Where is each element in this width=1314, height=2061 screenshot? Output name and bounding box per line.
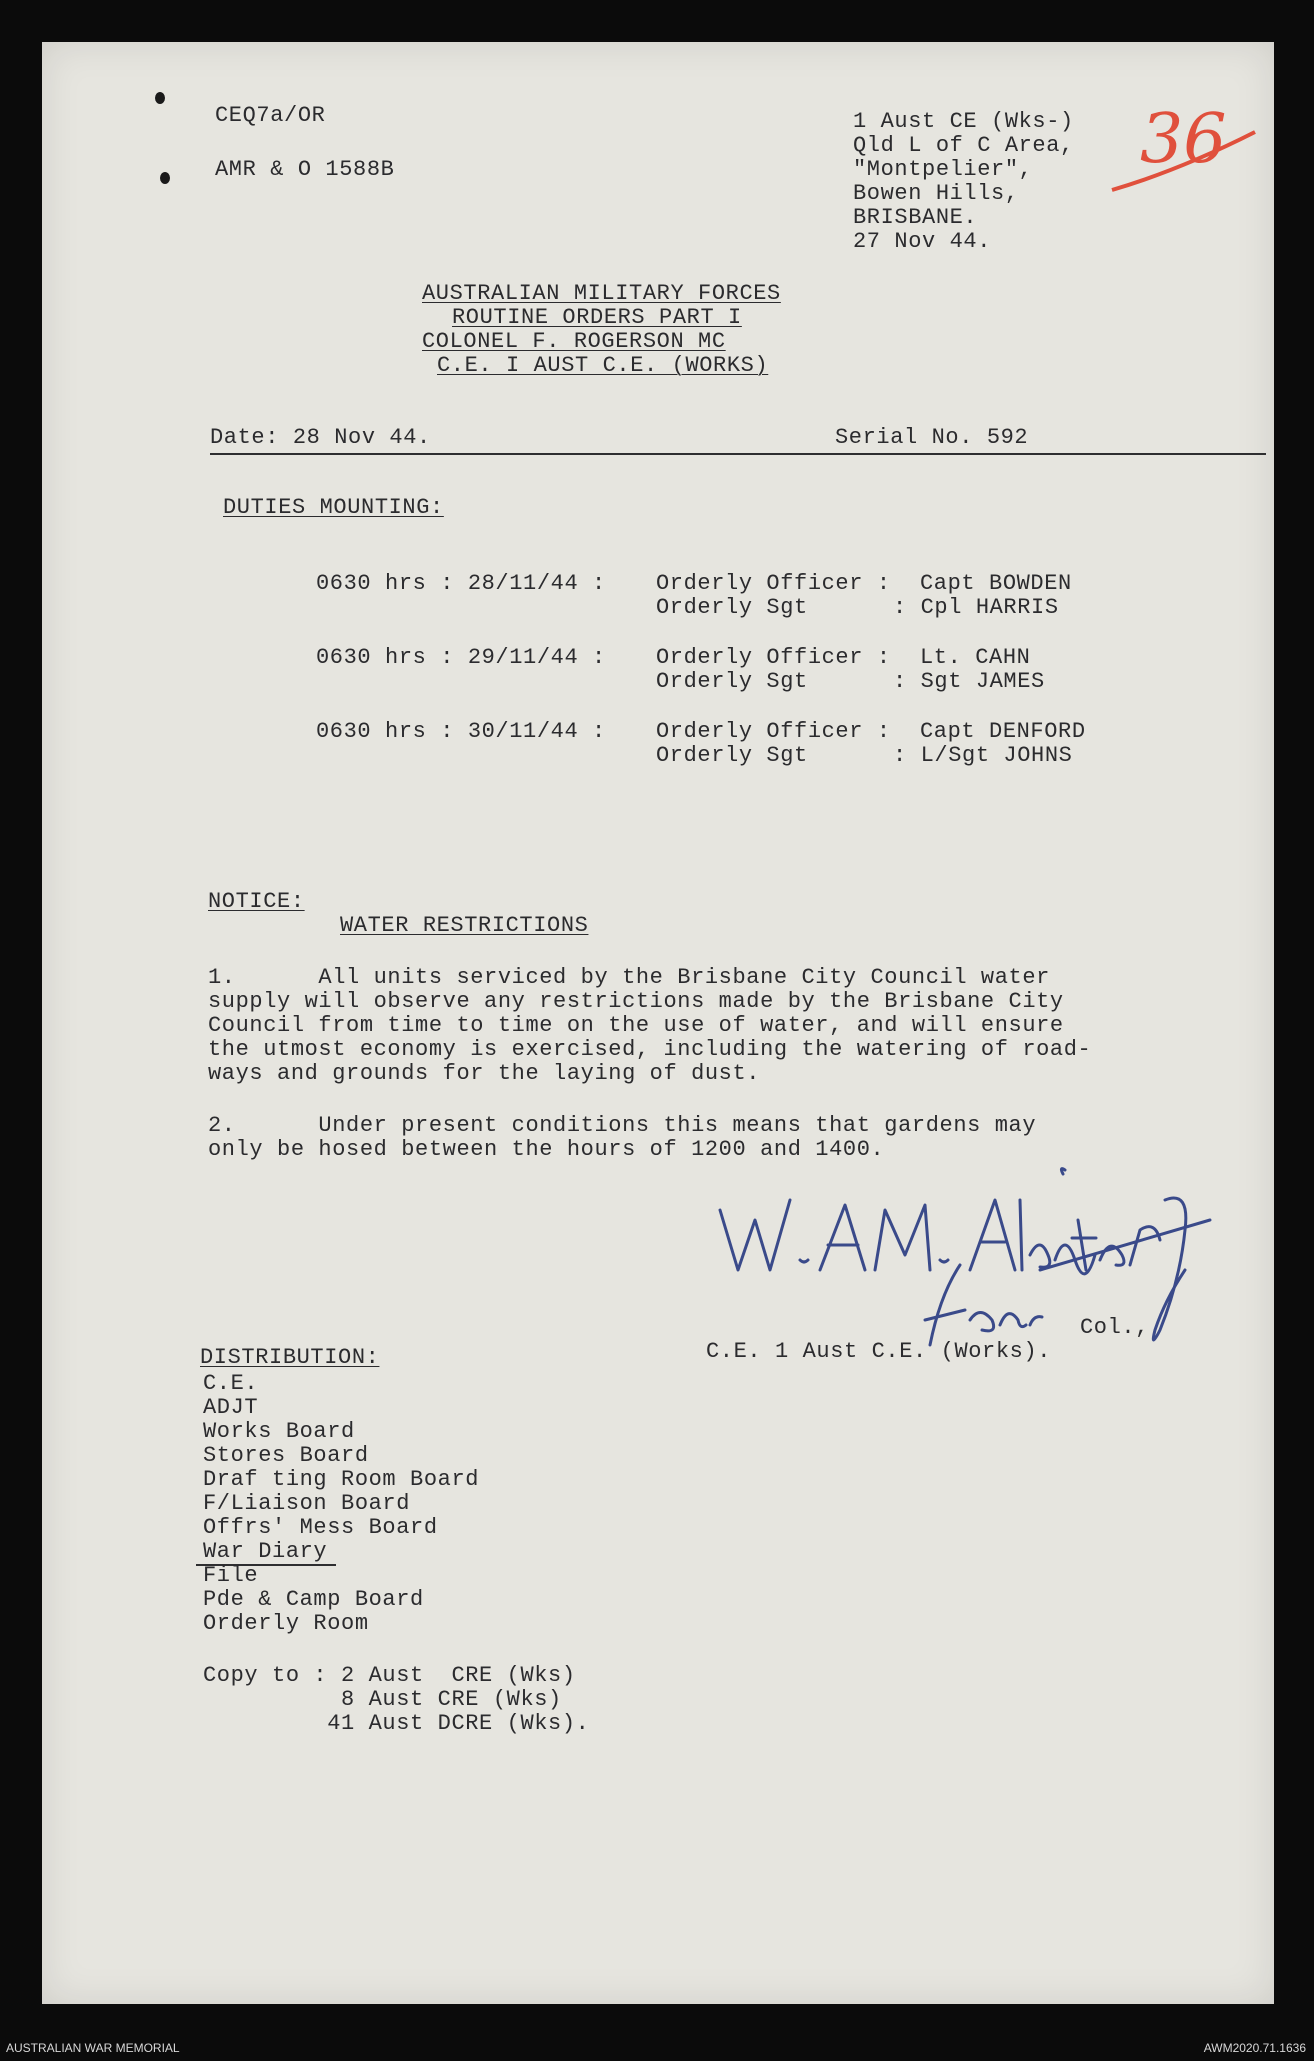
address-line: Qld L of C Area, [853, 133, 1074, 158]
address-line: Bowen Hills, [853, 181, 1019, 206]
officer-name: Lt. CAHN [920, 645, 1031, 670]
copy-to-line: 8 Aust CRE (Wks) [203, 1687, 562, 1712]
list-item: Pde & Camp Board [203, 1587, 424, 1612]
paragraph-line: 2. Under present conditions this means that gardens may [208, 1113, 1037, 1138]
list-item: File [203, 1563, 259, 1588]
sgt-role: Orderly Sgt [656, 669, 808, 694]
list-item: Works Board [203, 1419, 355, 1444]
title-line: AUSTRALIAN MILITARY FORCES [422, 281, 781, 306]
page-number-mark [1110, 92, 1260, 202]
list-item: Orderly Room [203, 1611, 369, 1636]
footer-source: AUSTRALIAN WAR MEMORIAL [6, 2041, 180, 2055]
duty-time: 0630 hrs : 30/11/44 : [316, 719, 606, 744]
address-line: BRISBANE. [853, 205, 978, 230]
address-line: 1 Aust CE (Wks-) [853, 109, 1074, 134]
divider-line [210, 453, 1266, 455]
officer-role: Orderly Officer : [656, 571, 891, 596]
notice-heading: NOTICE: [208, 889, 305, 914]
list-item: C.E. [203, 1371, 259, 1396]
copy-to-line: 41 Aust DCRE (Wks). [203, 1711, 590, 1736]
title-line: ROUTINE ORDERS PART I [452, 305, 742, 330]
signature-office: C.E. 1 Aust C.E. (Works). [706, 1339, 1052, 1364]
officer-role: Orderly Officer : [656, 719, 891, 744]
footer-accession-number: AWM2020.71.1636 [1203, 2041, 1306, 2055]
officer-role: Orderly Officer : [656, 645, 891, 670]
list-item: Draf ting Room Board [203, 1467, 480, 1492]
serial-number: Serial No. 592 [835, 425, 1029, 450]
date: Date: 28 Nov 44. [210, 425, 431, 450]
punch-hole [155, 92, 165, 104]
copy-to-line: Copy to : 2 Aust CRE (Wks) [203, 1663, 576, 1688]
address-line: 27 Nov 44. [853, 229, 992, 254]
paragraph-line: supply will observe any restrictions made by the Brisbane City [208, 989, 1064, 1014]
list-item: War Diary [203, 1539, 328, 1564]
list-item: F/Liaison Board [203, 1491, 411, 1516]
handwritten-signature [700, 1160, 1240, 1360]
address-line: "Montpelier", [853, 157, 1033, 182]
officer-name: Capt DENFORD [920, 719, 1086, 744]
punch-hole [160, 172, 170, 184]
paragraph-line: the utmost economy is exercised, including the watering of road- [208, 1037, 1092, 1062]
sgt-role: Orderly Sgt [656, 595, 808, 620]
title-line: COLONEL F. ROGERSON MC [422, 329, 726, 354]
title-line: C.E. I AUST C.E. (WORKS) [437, 353, 769, 378]
paragraph-line: ways and grounds for the laying of dust. [208, 1061, 761, 1086]
paragraph-line: Council from time to time on the use of water, and will ensure [208, 1013, 1064, 1038]
notice-subheading: WATER RESTRICTIONS [340, 913, 589, 938]
duty-time: 0630 hrs : 29/11/44 : [316, 645, 606, 670]
paragraph-line: only be hosed between the hours of 1200 and 1400. [208, 1137, 885, 1162]
reference-1: CEQ7a/OR [215, 103, 326, 128]
sgt-name: : Sgt JAMES [893, 669, 1045, 694]
duties-heading: DUTIES MOUNTING: [223, 495, 444, 520]
officer-name: Capt BOWDEN [920, 571, 1072, 596]
paragraph-line: 1. All units serviced by the Brisbane City Council water [208, 965, 1050, 990]
list-item: Offrs' Mess Board [203, 1515, 438, 1540]
duty-time: 0630 hrs : 28/11/44 : [316, 571, 606, 596]
list-item: ADJT [203, 1395, 259, 1420]
svg-text:36: 36 [1140, 100, 1227, 179]
signature-rank: Col., [1080, 1315, 1150, 1340]
reference-2: AMR & O 1588B [215, 157, 395, 182]
sgt-name: : L/Sgt JOHNS [893, 743, 1073, 768]
sgt-name: : Cpl HARRIS [893, 595, 1059, 620]
distribution-heading: DISTRIBUTION: [200, 1345, 380, 1370]
sgt-role: Orderly Sgt [656, 743, 808, 768]
list-item: Stores Board [203, 1443, 369, 1468]
